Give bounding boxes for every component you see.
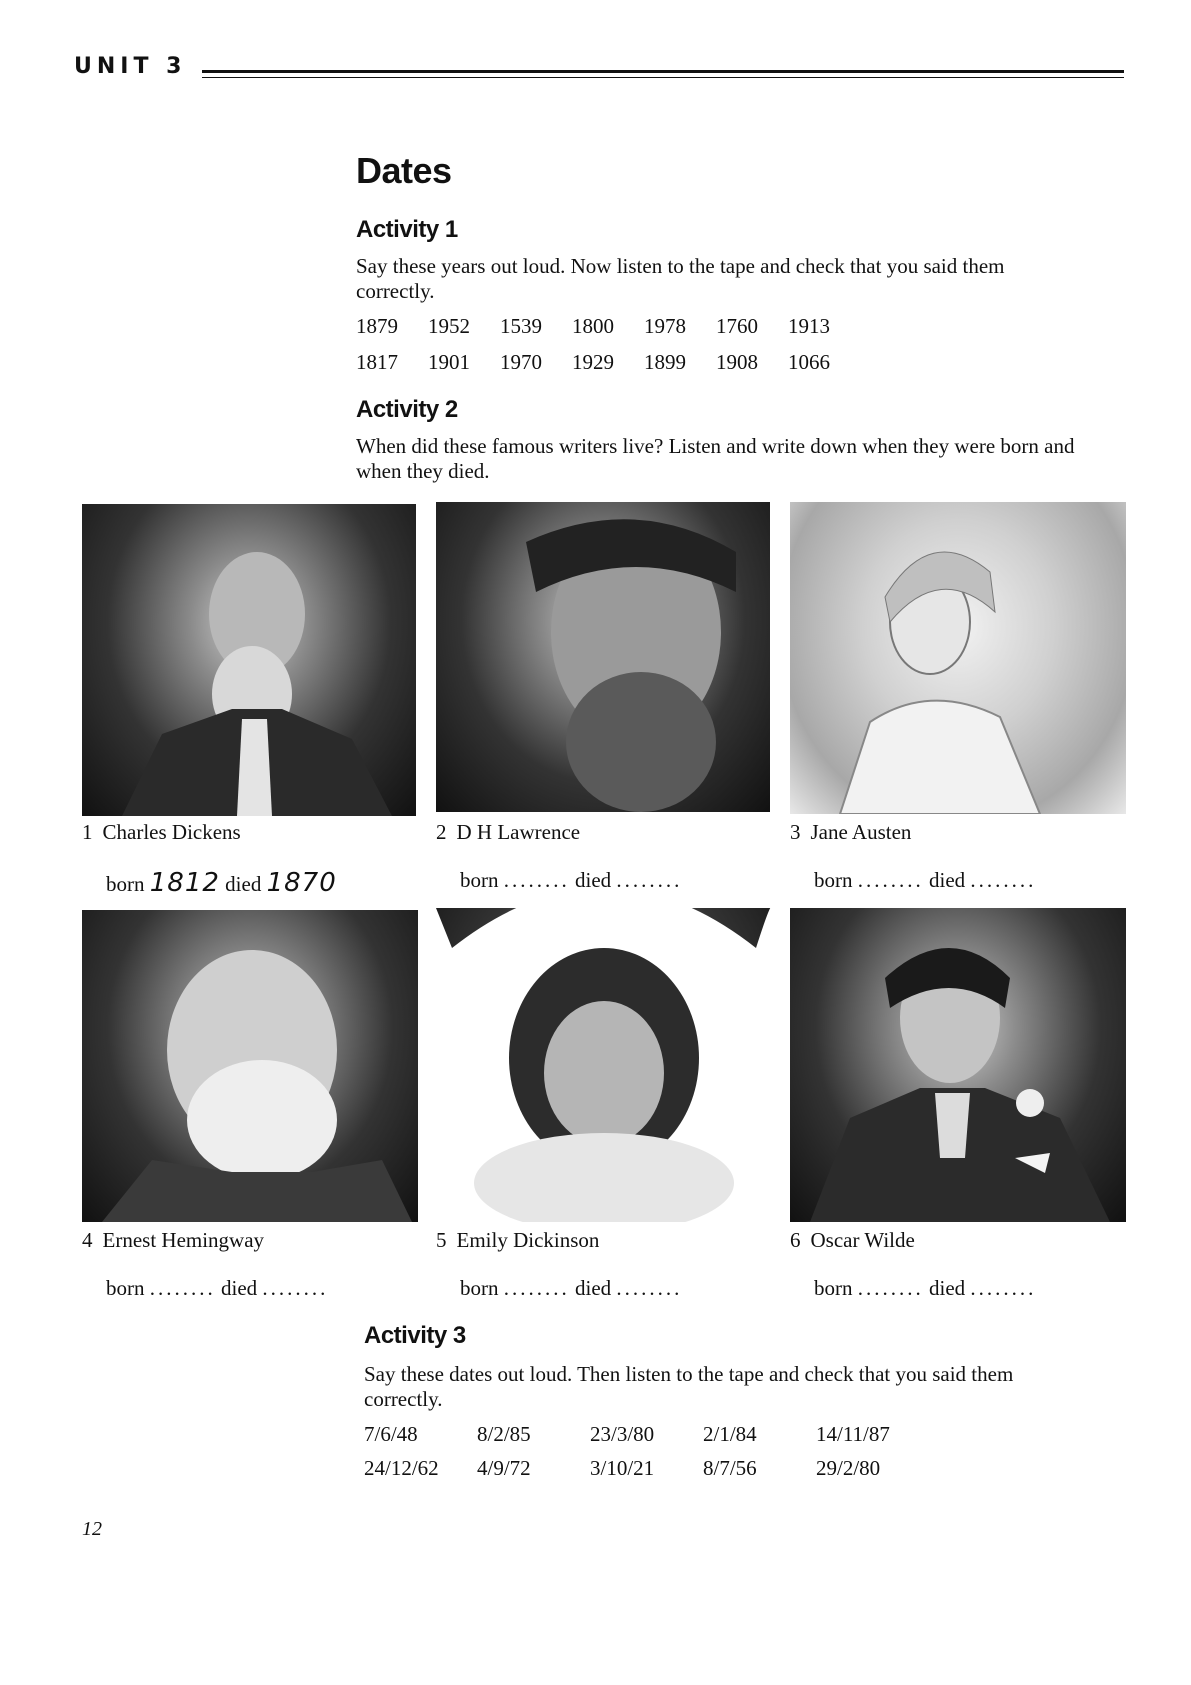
year: 1800 (572, 314, 614, 338)
writer-number: 5 (436, 1228, 447, 1252)
header-rule (202, 70, 1124, 73)
date: 7/6/48 (364, 1422, 418, 1446)
year: 1908 (716, 350, 758, 374)
born-died-writer-3 (814, 868, 1036, 893)
born-label: born (814, 868, 853, 892)
writer-number: 4 (82, 1228, 93, 1252)
caption-writer-5 (436, 1228, 599, 1253)
date: 29/2/80 (816, 1456, 881, 1480)
died-blank[interactable]: ........ (970, 868, 1037, 892)
died-label: died (575, 1276, 612, 1300)
activity-2-heading: Activity 2 (356, 396, 458, 423)
born-label: born (814, 1276, 853, 1300)
year: 1970 (500, 350, 542, 374)
born-blank[interactable]: ........ (503, 868, 570, 892)
born-died-writer-6 (814, 1276, 1036, 1301)
activity-3-heading: Activity 3 (364, 1322, 466, 1349)
died-blank[interactable]: ........ (616, 868, 683, 892)
portrait-charles-dickens (82, 504, 416, 816)
born-blank[interactable]: ........ (503, 1276, 570, 1300)
date: 14/11/87 (816, 1422, 890, 1446)
born-blank[interactable]: ........ (149, 1276, 216, 1300)
writer-number: 6 (790, 1228, 801, 1252)
unit-header (74, 54, 1124, 86)
year: 1929 (572, 350, 614, 374)
activity-3-dates-row-2 (364, 1456, 929, 1481)
year: 1901 (428, 350, 470, 374)
born-blank[interactable]: ........ (857, 868, 924, 892)
unit-label: UNIT 3 (74, 54, 187, 79)
writer-name: Charles Dickens (102, 820, 241, 844)
writer-name: D H Lawrence (456, 820, 581, 844)
caption-writer-6 (790, 1228, 915, 1253)
page-title: Dates (356, 150, 452, 191)
died-label: died (225, 872, 262, 896)
year: 1879 (356, 314, 398, 338)
born-label: born (106, 872, 145, 896)
born-label: born (460, 1276, 499, 1300)
portrait-oscar-wilde (790, 908, 1126, 1222)
year: 1913 (788, 314, 830, 338)
died-label: died (575, 868, 612, 892)
activity-1-years-row-1 (356, 314, 860, 339)
died-label: died (221, 1276, 258, 1300)
date: 4/9/72 (477, 1456, 531, 1480)
caption-writer-4 (82, 1228, 264, 1253)
born-died-writer-5 (460, 1276, 682, 1301)
writer-name: Jane Austen (810, 820, 912, 844)
writer-number: 3 (790, 820, 801, 844)
writer-name: Emily Dickinson (456, 1228, 600, 1252)
portrait-dh-lawrence (436, 502, 770, 812)
header-rule-thin (202, 77, 1124, 78)
writer-name: Oscar Wilde (810, 1228, 915, 1252)
activity-1-heading: Activity 1 (356, 216, 458, 243)
activity-3-instruction: Say these dates out loud. Then listen to the tape and check that you said them correctly. (364, 1362, 1014, 1411)
writer-number: 1 (82, 820, 93, 844)
year: 1899 (644, 350, 686, 374)
activity-1-instruction: Say these years out loud. Now listen to the tape and check that you said them correctly. (356, 254, 1005, 303)
year: 1817 (356, 350, 398, 374)
died-label: died (929, 868, 966, 892)
died-blank[interactable]: ........ (262, 1276, 329, 1300)
born-blank[interactable]: ........ (857, 1276, 924, 1300)
date: 24/12/62 (364, 1456, 439, 1480)
year: 1978 (644, 314, 686, 338)
year: 1952 (428, 314, 470, 338)
date: 3/10/21 (590, 1456, 655, 1480)
year: 1066 (788, 350, 830, 374)
caption-writer-3 (790, 820, 911, 845)
activity-2-instruction: When did these famous writers live? Listen and write down when they were born and when they died. (356, 434, 1075, 483)
portrait-ernest-hemingway (82, 910, 418, 1222)
date: 2/1/84 (703, 1422, 757, 1446)
caption-writer-1 (82, 820, 241, 845)
year: 1760 (716, 314, 758, 338)
died-label: died (929, 1276, 966, 1300)
born-label: born (106, 1276, 145, 1300)
year: 1539 (500, 314, 542, 338)
died-blank[interactable]: ........ (970, 1276, 1037, 1300)
portrait-emily-dickinson (436, 908, 772, 1222)
date: 23/3/80 (590, 1422, 655, 1446)
activity-1-years-row-2 (356, 350, 860, 375)
born-died-writer-4 (106, 1276, 328, 1301)
died-blank[interactable]: ........ (616, 1276, 683, 1300)
born-label: born (460, 868, 499, 892)
page-number: 12 (82, 1518, 102, 1540)
date: 8/7/56 (703, 1456, 757, 1480)
born-died-writer-1 (106, 868, 337, 898)
writer-number: 2 (436, 820, 447, 844)
writer-name: Ernest Hemingway (102, 1228, 265, 1252)
born-answer[interactable]: 1812 (149, 868, 220, 898)
born-died-writer-2 (460, 868, 682, 893)
activity-3-dates-row-1 (364, 1422, 929, 1447)
portrait-jane-austen (790, 502, 1126, 814)
died-answer[interactable]: 1870 (266, 868, 337, 898)
date: 8/2/85 (477, 1422, 531, 1446)
caption-writer-2 (436, 820, 580, 845)
